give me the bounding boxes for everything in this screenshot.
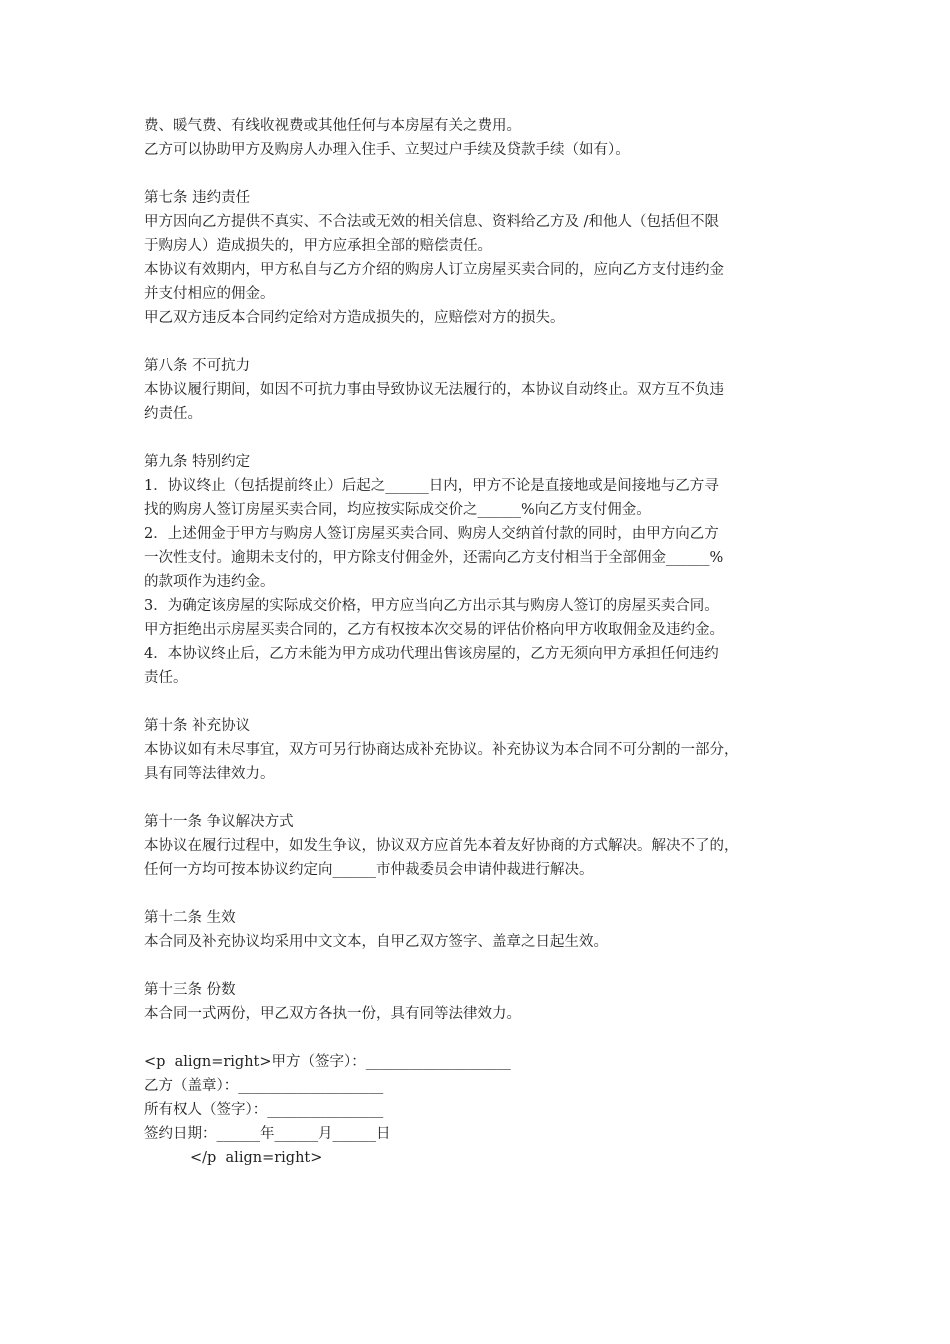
section-9-line: 甲方拒绝出示房屋买卖合同的，乙方有权按本次交易的评估价格向甲方收取佣金及违约金。 [144, 622, 724, 638]
section-7-line: 本协议有效期内，甲方私自与乙方介绍的购房人订立房屋买卖合同的，应向乙方支付违约金 [144, 262, 724, 278]
section-8-line: 约责任。 [144, 406, 202, 422]
signature-block [144, 1050, 814, 1170]
section-9-line: 责任。 [144, 670, 188, 686]
closing-tag-text: </p align=right> [190, 1150, 323, 1166]
section-13 [144, 978, 814, 1026]
spacer [144, 954, 814, 978]
section-10-line: 具有同等法律效力。 [144, 766, 275, 782]
section-7-title: 第七条 违约责任 [144, 190, 251, 206]
section-9-line: 的款项作为违约金。 [144, 574, 275, 590]
section-9-line: 1．协议终止（包括提前终止）后起之______日内，甲方不论是直接地或是间接地与乙方寻 [144, 478, 719, 494]
party-a-signature-line: <p align=right>甲方（签字）：____________________ [144, 1054, 511, 1070]
section-9-line: 一次性支付。逾期未支付的，甲方除支付佣金外，还需向乙方支付相当于全部佣金______% [144, 550, 724, 566]
section-8 [144, 354, 814, 426]
spacer [144, 330, 814, 354]
signing-date-line: 签约日期：______年______月______日 [144, 1126, 391, 1142]
section-11-line: 任何一方均可按本协议约定向______市仲裁委员会申请仲裁进行解决。 [144, 862, 594, 878]
section-11-line: 本协议在履行过程中，如发生争议，协议双方应首先本着友好协商的方式解决。解决不了的， [144, 838, 739, 854]
owner-signature-line: 所有权人（签字）：________________ [144, 1102, 384, 1118]
section-11 [144, 810, 814, 882]
section-7-line: 并支付相应的佣金。 [144, 286, 275, 302]
section-12-line: 本合同及补充协议均采用中文文本，自甲乙双方签字、盖章之日起生效。 [144, 934, 608, 950]
section-7-line: 甲乙双方违反本合同约定给对方造成损失的，应赔偿对方的损失。 [144, 310, 565, 326]
spacer [144, 426, 814, 450]
spacer [144, 690, 814, 714]
section-7 [144, 186, 814, 330]
section-10-line: 本协议如有未尽事宜，双方可另行协商达成补充协议。补充协议为本合同不可分割的一部分， [144, 742, 739, 758]
section-9 [144, 450, 814, 690]
section-13-line: 本合同一式两份，甲乙双方各执一份，具有同等法律效力。 [144, 1006, 521, 1022]
section-10-title: 第十条 补充协议 [144, 718, 251, 734]
section-8-line: 本协议履行期间，如因不可抗力事由导致协议无法履行的，本协议自动终止。双方互不负违 [144, 382, 724, 398]
spacer [144, 882, 814, 906]
section-8-title: 第八条 不可抗力 [144, 358, 251, 374]
section-13-title: 第十三条 份数 [144, 982, 236, 998]
section-9-line: 2．上述佣金于甲方与购房人签订房屋买卖合同、购房人交纳首付款的同时，由甲方向乙方 [144, 526, 719, 542]
section-9-line: 找的购房人签订房屋买卖合同，均应按实际成交价之______%向乙方支付佣金。 [144, 502, 651, 518]
intro-line-2: 乙方可以协助甲方及购房人办理入住手、立契过户手续及贷款手续（如有）。 [144, 142, 630, 158]
section-7-line: 于购房人）造成损失的，甲方应承担全部的赔偿责任。 [144, 238, 492, 254]
section-11-title: 第十一条 争议解决方式 [144, 814, 294, 830]
spacer [144, 162, 814, 186]
section-10 [144, 714, 814, 786]
section-7-line: 甲方因向乙方提供不真实、不合法或无效的相关信息、资料给乙方及 /和他人（包括但不限 [144, 214, 719, 230]
section-9-line: 3．为确定该房屋的实际成交价格，甲方应当向乙方出示其与购房人签订的房屋买卖合同。 [144, 598, 719, 614]
contract-document [144, 114, 814, 1170]
intro-line-1: 费、暖气费、有线收视费或其他任何与本房屋有关之费用。 [144, 118, 521, 134]
section-12-title: 第十二条 生效 [144, 910, 236, 926]
spacer [144, 786, 814, 810]
section-12 [144, 906, 814, 954]
spacer [144, 1026, 814, 1050]
section-9-line: 4．本协议终止后，乙方未能为甲方成功代理出售该房屋的，乙方无须向甲方承担任何违约 [144, 646, 719, 662]
section-9-title: 第九条 特别约定 [144, 454, 251, 470]
party-b-seal-line: 乙方（盖章）：____________________ [144, 1078, 384, 1094]
